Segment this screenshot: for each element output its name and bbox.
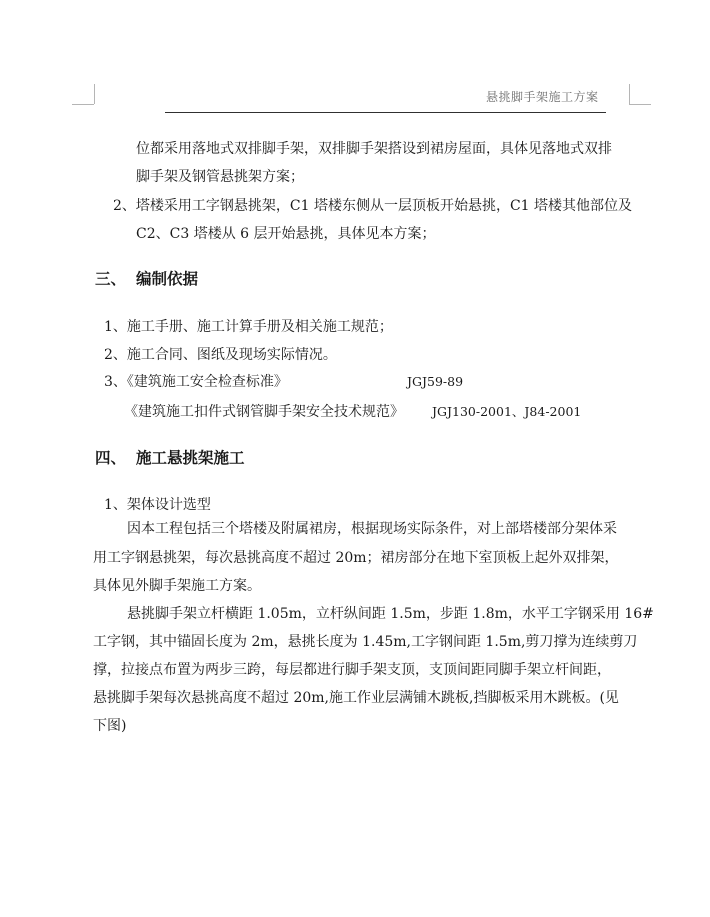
- corner-mark-top-right-v: [629, 84, 630, 104]
- running-header-title: 悬挑脚手架施工方案: [486, 90, 599, 104]
- paragraph-line: 因本工程包括三个塔楼及附属裙房，根据现场实际条件，对上部塔楼部分架体采: [127, 521, 617, 537]
- corner-mark-top-left-v: [94, 84, 95, 104]
- section-number: 三、: [95, 270, 127, 288]
- basis-item: 3、《建筑施工安全检查标准》: [104, 374, 288, 390]
- paragraph-line: 下图): [93, 718, 127, 734]
- paragraph-line: 悬挑脚手架每次悬挑高度不超过 20m,施工作业层满铺木跳板,挡脚板采用木跳板。(见: [93, 690, 619, 706]
- corner-mark-top-left-h: [72, 104, 94, 105]
- paragraph-line: 工字钢，其中锚固长度为 2m，悬挑长度为 1.45m,工字钢间距 1.5m,剪刀撑为连续剪刀: [93, 634, 638, 650]
- paragraph-line: 具体见外脚手架施工方案。: [93, 578, 261, 594]
- basis-item-code: JGJ59-89: [407, 374, 464, 389]
- paragraph-line: 悬挑脚手架立杆横距 1.05m，立杆纵间距 1.5m，步距 1.8m，水平工字钢采用 16#: [127, 606, 654, 622]
- paragraph-line: 位都采用落地式双排脚手架，双排脚手架搭设到裙房屋面，具体见落地式双排: [136, 141, 612, 157]
- corner-mark-top-right-h: [629, 104, 651, 105]
- subsection-heading: 1、架体设计选型: [104, 497, 211, 513]
- section-number: 四、: [95, 449, 127, 467]
- basis-item: 2、施工合同、图纸及现场实际情况。: [104, 347, 337, 363]
- section-heading: 施工悬挑架施工: [136, 449, 245, 467]
- paragraph-line: 用工字钢悬挑架，每次悬挑高度不超过 20m；裙房部分在地下室顶板上起外双排架，: [93, 550, 619, 566]
- section-heading: 编制依据: [136, 270, 199, 288]
- list-item-line: 2、塔楼采用工字钢悬挑架，C1 塔楼东侧从一层顶板开始悬挑，C1 塔楼其他部位及: [113, 198, 633, 214]
- paragraph-line: 脚手架及钢管悬挑架方案；: [136, 169, 304, 185]
- list-item-line: C2、C3 塔楼从 6 层开始悬挑，具体见本方案；: [136, 226, 436, 242]
- header-rule: [165, 112, 606, 113]
- basis-item: 《建筑施工扣件式钢管脚手架安全技术规范》: [124, 404, 404, 420]
- paragraph-line: 撑，拉接点布置为两步三跨，每层都进行脚手架支顶，支顶间距同脚手架立杆间距，: [93, 662, 611, 678]
- basis-item-code: JGJ130-2001、J84-2001: [432, 404, 582, 419]
- basis-item: 1、施工手册、施工计算手册及相关施工规范；: [104, 319, 393, 335]
